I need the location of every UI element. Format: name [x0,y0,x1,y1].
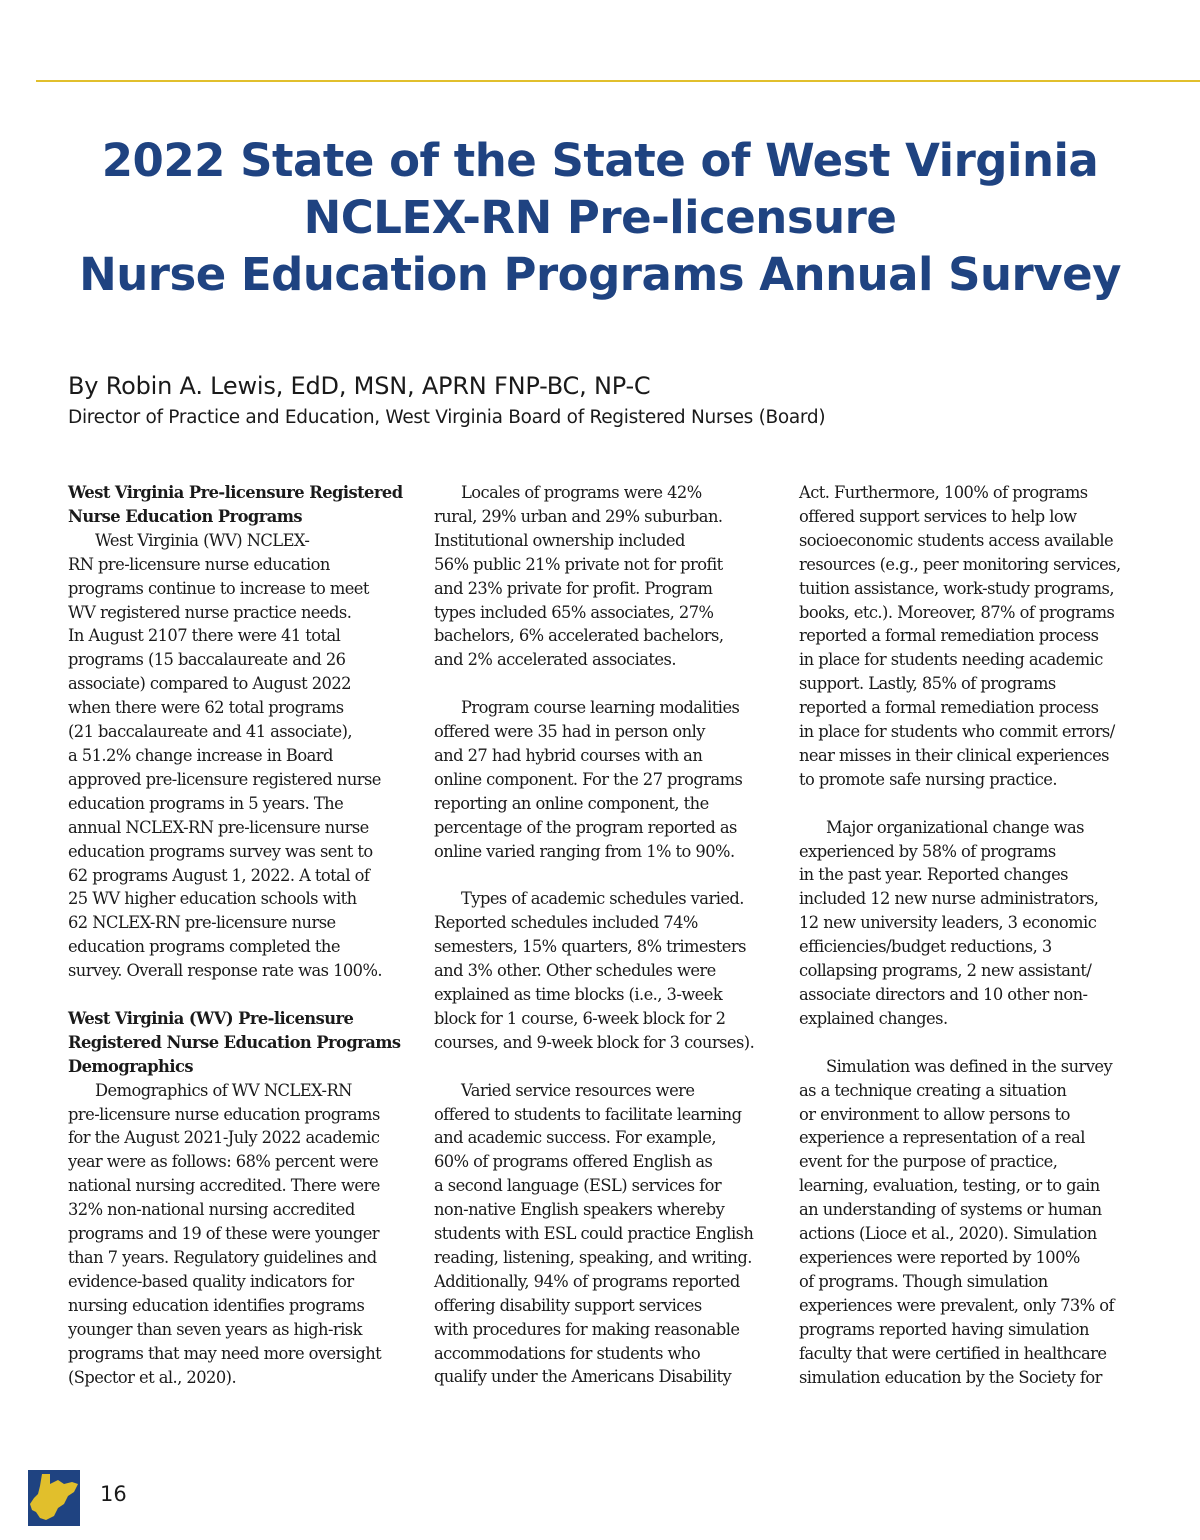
author-byline: By Robin A. Lewis, EdD, MSN, APRN FNP-BC, NP-C [68,372,651,400]
body-text-line: nursing education identifies programs [68,1295,365,1315]
body-text-line: reporting an online component, the [434,793,709,813]
body-text-line: actions (Lioce et al., 2020). Simulation [799,1224,1097,1244]
body-text-line: reading, listening, speaking, and writing. [434,1247,752,1267]
page-title [0,132,1200,303]
body-text-line: online varied ranging from 1% to 90%. [434,841,735,861]
top-rule [36,80,1200,82]
body-text-line: in place for students needing academic [799,650,1103,670]
body-text-line: collapsing programs, 2 new assistant/ [799,961,1092,981]
body-text-line: learning, evaluation, testing, or to gain [799,1176,1100,1196]
body-text-line: 32% non-national nursing accredited [68,1200,355,1220]
body-text-line: courses, and 9-week block for 3 courses). [434,1032,755,1052]
body-text-line: associate directors and 10 other non- [799,985,1088,1005]
paragraph-gap [799,792,1139,816]
body-text-line: 62 NCLEX-RN pre-licensure nurse [68,913,336,933]
body-text-line: 25 WV higher education schools with [68,889,357,909]
body-text-line: 62 programs August 1, 2022. A total of [68,865,370,885]
body-text-line: faculty that were certified in healthcare [799,1343,1107,1363]
body-text-line: 60% of programs offered English as [434,1152,713,1172]
body-text-line: education programs survey was sent to [68,841,373,861]
body-text-line: explained as time blocks (i.e., 3-week [434,985,723,1004]
body-text-line: experience a representation of a real [799,1128,1085,1148]
body-text-line: West Virginia (WV) NCLEX- [95,530,310,550]
body-text-line: younger than seven years as high-risk [68,1319,362,1339]
body-text-line: near misses in their clinical experiences [799,745,1109,765]
body-text-line: In August 2107 there were 41 total [68,626,341,646]
body-text-line: an understanding of systems or human [799,1200,1102,1220]
body-text-line: as a technique creating a situation [799,1080,1067,1100]
body-text-line: Varied service resources were [461,1080,695,1100]
body-text-line: evidence-based quality indicators for [68,1271,354,1291]
body-text-line: online component. For the 27 programs [434,769,743,789]
body-text-line: experienced by 58% of programs [799,841,1056,861]
body-text-line: Demographics of WV NCLEX-RN [95,1080,352,1100]
body-text-line: or environment to allow persons to [799,1104,1070,1124]
body-text-line: programs continue to increase to meet [68,578,369,598]
page-number: 16 [100,1482,127,1506]
body-text-line: students with ESL could practice English [434,1224,754,1244]
body-text-line: rural, 29% urban and 29% suburban. [434,506,723,526]
west-virginia-map-icon [28,1470,80,1526]
body-text-line: and academic success. For example, [434,1128,716,1148]
title-line-1: 2022 State of the State of West Virginia [101,134,1099,187]
body-text-line: Reported schedules included 74% [434,913,698,933]
paragraph-gap [434,1055,769,1079]
body-text-line: efficiencies/budget reductions, 3 [799,937,1052,957]
text-column-3 [799,481,1139,1389]
body-text-line: a second language (ESL) services for [434,1176,722,1196]
body-text-line: explained changes. [799,1008,948,1028]
body-text-line: reported a formal remediation process [799,698,1099,718]
body-text-line: percentage of the program reported as [434,817,737,837]
body-text-line: when there were 62 total programs [68,698,344,718]
body-text-line: experiences were prevalent, only 73% of [799,1295,1115,1315]
body-text-line: programs that may need more oversight [68,1343,382,1363]
body-text-line: and 2% accelerated associates. [434,650,676,670]
body-text-line: and 23% private for profit. Program [434,578,713,598]
body-text-line: than 7 years. Regulatory guidelines and [68,1247,377,1267]
body-text-line: with procedures for making reasonable [434,1319,740,1339]
body-text-line: types included 65% associates, 27% [434,602,714,622]
body-text-line: offering disability support services [434,1295,702,1315]
body-text-line: simulation education by the Society for [799,1367,1102,1387]
body-text-line: Additionally, 94% of programs reported [434,1271,740,1291]
body-text-line: RN pre-licensure nurse education [68,554,330,574]
section-heading-line: West Virginia Pre-licensure Registered [68,483,403,502]
body-text-line: Simulation was defined in the survey [826,1056,1113,1076]
body-text-line: education programs completed the [68,937,340,957]
body-text-line: experiences were reported by 100% [799,1247,1080,1267]
body-text-line: included 12 new nurse administrators, [799,889,1099,909]
body-text-line: pre-licensure nurse education programs [68,1104,380,1124]
body-text-line: Act. Furthermore, 100% of programs [799,483,1088,502]
body-text-line: Program course learning modalities [461,698,740,718]
title-line-3: Nurse Education Programs Annual Survey [79,248,1121,301]
body-text-line: Major organizational change was [826,817,1084,837]
body-text-line: Locales of programs were 42% [461,483,702,502]
paragraph-gap [799,1031,1139,1055]
text-column-2 [434,481,769,1389]
body-text-line: (21 baccalaureate and 41 associate), [68,722,353,742]
body-text-line: survey. Overall response rate was 100%. [68,961,383,981]
body-text-line: bachelors, 6% accelerated bachelors, [434,626,724,646]
body-text-line: reported a formal remediation process [799,626,1099,646]
body-text-line: programs and 19 of these were younger [68,1224,380,1244]
title-line-2: NCLEX-RN Pre-licensure [303,191,897,244]
section-heading-line: Demographics [68,1056,193,1076]
body-text-line: in place for students who commit errors/ [799,722,1115,742]
body-text-line: a 51.2% change increase in Board [68,745,333,765]
body-text-line: event for the purpose of practice, [799,1152,1058,1172]
body-text-line: offered were 35 had in person only [434,722,705,742]
body-text-line: Types of academic schedules varied. [461,889,744,909]
paragraph-gap [68,983,403,1007]
body-text-line: of programs. Though simulation [799,1271,1048,1291]
paragraph-gap [434,863,769,887]
body-text-line: and 3% other. Other schedules were [434,961,716,981]
body-text-line: 12 new university leaders, 3 economic [799,913,1097,933]
section-heading-line: Registered Nurse Education Programs [68,1032,401,1052]
body-text-line: and 27 had hybrid courses with an [434,745,703,765]
body-text-line: socioeconomic students access available [799,530,1114,550]
body-text-line: education programs in 5 years. The [68,793,344,813]
body-text-line: offered to students to facilitate learning [434,1104,742,1124]
body-text-line: tuition assistance, work-study programs, [799,578,1114,598]
body-text-line: semesters, 15% quarters, 8% trimesters [434,937,746,957]
body-text-line: to promote safe nursing practice. [799,769,1057,789]
body-text-line: approved pre-licensure registered nurse [68,769,381,789]
section-heading-line: Nurse Education Programs [68,506,303,526]
body-text-line: offered support services to help low [799,506,1077,526]
body-text-line: qualify under the Americans Disability [434,1367,732,1387]
paragraph-gap [434,672,769,696]
body-text-line: resources (e.g., peer monitoring services, [799,554,1121,574]
body-text-line: associate) compared to August 2022 [68,674,351,694]
body-text-line: block for 1 course, 6-week block for 2 [434,1008,726,1028]
body-text-line: annual NCLEX-RN pre-licensure nurse [68,817,369,837]
body-text-line: accommodations for students who [434,1343,701,1363]
body-text-line: programs reported having simulation [799,1319,1089,1339]
body-text-line: 56% public 21% private not for profit [434,554,723,574]
body-text-line: (Spector et al., 2020). [68,1367,237,1387]
text-column-1 [68,481,403,1389]
body-text-line: support. Lastly, 85% of programs [799,674,1056,694]
body-text-line: in the past year. Reported changes [799,865,1068,885]
body-text-line: Institutional ownership included [434,530,685,550]
author-affiliation: Director of Practice and Education, West Virginia Board of Registered Nurses (Board) [68,407,826,428]
body-text-line: programs (15 baccalaureate and 26 [68,650,346,670]
body-text-line: non-native English speakers whereby [434,1200,725,1220]
section-heading-line: West Virginia (WV) Pre-licensure [68,1008,354,1028]
body-text-line: books, etc.). Moreover, 87% of programs [799,602,1115,622]
body-text-line: for the August 2021-July 2022 academic [68,1128,380,1148]
body-text-line: WV registered nurse practice needs. [68,602,352,622]
body-text-line: national nursing accredited. There were [68,1176,380,1196]
body-text-line: year were as follows: 68% percent were [68,1152,379,1172]
